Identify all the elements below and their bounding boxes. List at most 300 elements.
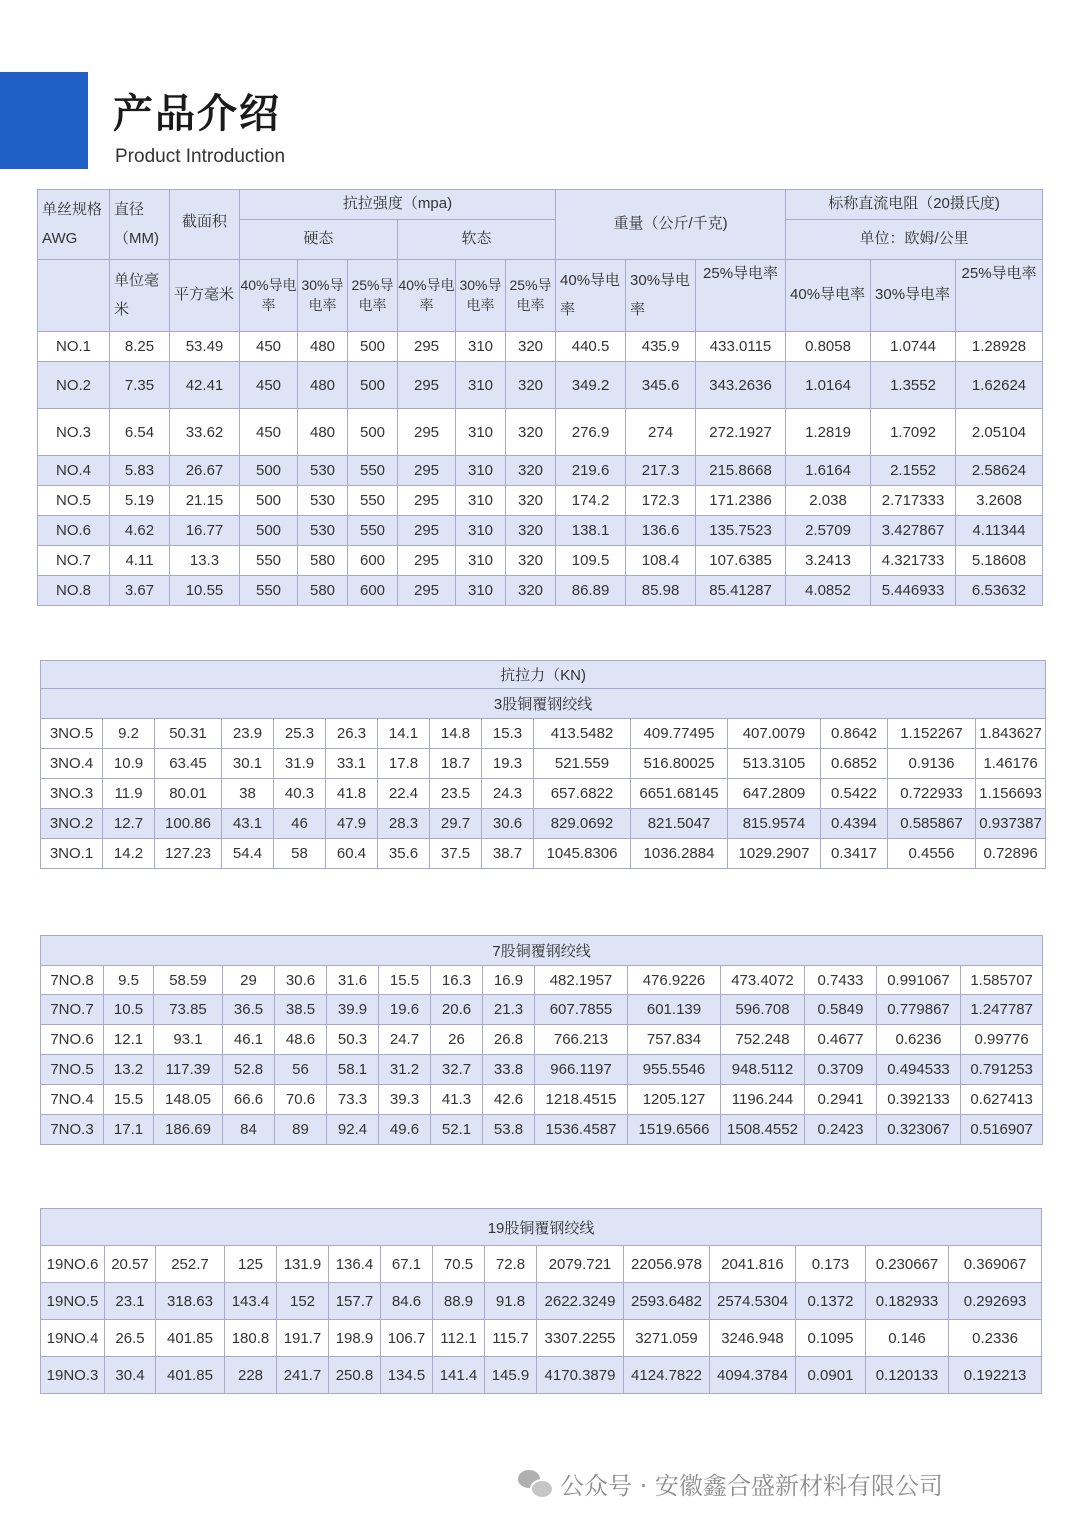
table-row (41, 1283, 1042, 1320)
table-cell: 47.9 (326, 809, 378, 839)
table-cell: 580 (298, 576, 348, 606)
table-cell: 1.3552 (871, 362, 956, 409)
table-cell: 0.182933 (866, 1283, 949, 1320)
table-cell: 480 (298, 409, 348, 456)
table-cell: 0.779867 (877, 995, 961, 1025)
table-cell: 0.99776 (961, 1025, 1043, 1055)
header-soft-25: 25%导电率 (506, 260, 556, 332)
table-cell: 9.2 (103, 719, 155, 749)
table-cell: 1218.4515 (535, 1085, 628, 1115)
header-unit-mm: 单位毫米 (110, 260, 170, 332)
table-cell: 320 (506, 409, 556, 456)
table-cell: 30.6 (482, 809, 534, 839)
table-cell: 5.18608 (956, 546, 1043, 576)
table-cell: 272.1927 (696, 409, 786, 456)
table-cell: 500 (348, 362, 398, 409)
table-cell: 0.7433 (805, 966, 877, 995)
table-cell: 22.4 (378, 779, 430, 809)
table-cell: 186.69 (154, 1115, 223, 1145)
table-cell: 407.0079 (728, 719, 821, 749)
table-cell: 1.62624 (956, 362, 1043, 409)
table-cell: 440.5 (556, 332, 626, 362)
table-cell: 0.5849 (805, 995, 877, 1025)
seven-strand-title: 7股铜覆钢绞线 (41, 936, 1043, 966)
table-cell: 0.4677 (805, 1025, 877, 1055)
seven-strand-table (40, 935, 1043, 1145)
header-weight-25: 25%导电率 (696, 260, 786, 332)
row-label-cell: 3NO.3 (41, 779, 103, 809)
row-label-cell: 7NO.6 (41, 1025, 104, 1055)
table-cell: 513.3105 (728, 749, 821, 779)
table-cell: 601.139 (628, 995, 721, 1025)
table-cell: 276.9 (556, 409, 626, 456)
table-cell: 136.4 (329, 1246, 381, 1283)
table-cell: 0.4394 (821, 809, 888, 839)
table-cell: 295 (398, 362, 456, 409)
table-cell: 58.59 (154, 966, 223, 995)
table-cell: 117.39 (154, 1055, 223, 1085)
table-cell: 46.1 (223, 1025, 275, 1055)
table-cell: 52.8 (223, 1055, 275, 1085)
table-cell: 3.67 (110, 576, 170, 606)
table-row (41, 779, 1046, 809)
table-cell: 42.6 (483, 1085, 535, 1115)
table-cell: 10.9 (103, 749, 155, 779)
table-cell: 11.9 (103, 779, 155, 809)
table-cell: 40.3 (274, 779, 326, 809)
table-cell: 219.6 (556, 456, 626, 486)
table-cell: 31.9 (274, 749, 326, 779)
table-cell: 86.89 (556, 576, 626, 606)
table-row (41, 719, 1046, 749)
nineteen-strand-rows (41, 1246, 1042, 1394)
row-label-cell: 3NO.1 (41, 839, 103, 869)
table-cell: 1.2819 (786, 409, 871, 456)
table-cell: 73.3 (327, 1085, 379, 1115)
table-cell: 13.2 (104, 1055, 154, 1085)
row-label-cell: NO.4 (38, 456, 110, 486)
table-cell: 0.4556 (888, 839, 976, 869)
table-cell: 29 (223, 966, 275, 995)
table-cell: 480 (298, 362, 348, 409)
row-label-cell: NO.7 (38, 546, 110, 576)
table-cell: 1.0164 (786, 362, 871, 409)
table-cell: 31.6 (327, 966, 379, 995)
table-cell: 43.1 (222, 809, 274, 839)
table-cell: 63.45 (155, 749, 222, 779)
table-cell: 1.7092 (871, 409, 956, 456)
watermark (518, 1466, 943, 1501)
header-area: 截面积 (170, 190, 240, 260)
table-cell: 5.19 (110, 486, 170, 516)
table-cell: 17.1 (104, 1115, 154, 1145)
table-cell: 0.3417 (821, 839, 888, 869)
table-cell: 91.8 (485, 1283, 537, 1320)
table-cell: 752.248 (721, 1025, 805, 1055)
three-strand-table (40, 660, 1046, 869)
table-row (38, 362, 1043, 409)
table-cell: 349.2 (556, 362, 626, 409)
table-cell: 1.247787 (961, 995, 1043, 1025)
table-cell: 217.3 (626, 456, 696, 486)
table-cell: 100.86 (155, 809, 222, 839)
table-cell: 0.8642 (821, 719, 888, 749)
row-label-cell: NO.8 (38, 576, 110, 606)
table-cell: 191.7 (277, 1320, 329, 1357)
table-cell: 1.585707 (961, 966, 1043, 995)
table-cell: 0.5422 (821, 779, 888, 809)
table-cell: 320 (506, 546, 556, 576)
table-cell: 3271.059 (624, 1320, 710, 1357)
table-cell: 0.9136 (888, 749, 976, 779)
table-cell: 70.5 (433, 1246, 485, 1283)
table-cell: 295 (398, 546, 456, 576)
table-cell: 3246.948 (710, 1320, 796, 1357)
table-cell: 26.8 (483, 1025, 535, 1055)
table-cell: 596.708 (721, 995, 805, 1025)
table-row (41, 749, 1046, 779)
table-cell: 38 (222, 779, 274, 809)
table-cell: 23.5 (430, 779, 482, 809)
table-cell: 401.85 (156, 1320, 225, 1357)
table-cell: 320 (506, 576, 556, 606)
table-cell: 0.120133 (866, 1357, 949, 1394)
table-cell: 84 (223, 1115, 275, 1145)
table-row (41, 1320, 1042, 1357)
table-cell: 2.1552 (871, 456, 956, 486)
table-cell: 829.0692 (534, 809, 631, 839)
table-cell: 20.6 (431, 995, 483, 1025)
table-cell: 174.2 (556, 486, 626, 516)
table-cell: 228 (225, 1357, 277, 1394)
table-cell: 134.5 (381, 1357, 433, 1394)
page-subtitle: Product Introduction (115, 146, 286, 167)
table-cell: 6651.68145 (631, 779, 728, 809)
table-cell: 0.627413 (961, 1085, 1043, 1115)
table-cell: 0.937387 (976, 809, 1046, 839)
table-cell: 550 (348, 456, 398, 486)
table-cell: 89 (275, 1115, 327, 1145)
table-cell: 766.213 (535, 1025, 628, 1055)
table-cell: 26 (431, 1025, 483, 1055)
table-cell: 500 (348, 409, 398, 456)
table-cell: 136.6 (626, 516, 696, 546)
table-cell: 600 (348, 546, 398, 576)
table-cell: 18.7 (430, 749, 482, 779)
table-cell: 401.85 (156, 1357, 225, 1394)
table-cell: 26.5 (105, 1320, 156, 1357)
table-cell: 22056.978 (624, 1246, 710, 1283)
table-cell: 109.5 (556, 546, 626, 576)
table-cell: 1.6164 (786, 456, 871, 486)
table-cell: 70.6 (275, 1085, 327, 1115)
table-cell: 50.31 (155, 719, 222, 749)
table-cell: 10.5 (104, 995, 154, 1025)
table-cell: 33.8 (483, 1055, 535, 1085)
table-cell: 4124.7822 (624, 1357, 710, 1394)
table-cell: 0.2423 (805, 1115, 877, 1145)
seven-strand-rows (41, 966, 1043, 1145)
table-cell: 450 (240, 332, 298, 362)
table-cell: 0.791253 (961, 1055, 1043, 1085)
table-cell: 0.585867 (888, 809, 976, 839)
table-cell: 295 (398, 456, 456, 486)
table-cell: 6.54 (110, 409, 170, 456)
table-cell: 0.1372 (796, 1283, 866, 1320)
table-cell: 516.80025 (631, 749, 728, 779)
table-cell: 550 (348, 516, 398, 546)
table-cell: 16.9 (483, 966, 535, 995)
table-cell: 295 (398, 409, 456, 456)
table-cell: 8.25 (110, 332, 170, 362)
table-cell: 1508.4552 (721, 1115, 805, 1145)
row-label-cell: 7NO.8 (41, 966, 104, 995)
table-row (38, 409, 1043, 456)
table-row (41, 1055, 1043, 1085)
table-cell: 35.6 (378, 839, 430, 869)
table-cell: 0.516907 (961, 1115, 1043, 1145)
table-cell: 2593.6482 (624, 1283, 710, 1320)
table-cell: 16.3 (431, 966, 483, 995)
table-cell: 1536.4587 (535, 1115, 628, 1145)
table-cell: 73.85 (154, 995, 223, 1025)
table-cell: 295 (398, 516, 456, 546)
table-cell: 500 (240, 486, 298, 516)
table-cell: 30.4 (105, 1357, 156, 1394)
table-cell: 3.2413 (786, 546, 871, 576)
watermark-text: 公众号 · 安徽鑫合盛新材料有限公司 (560, 1472, 943, 1500)
table-cell: 530 (298, 516, 348, 546)
header-awg-blank (38, 260, 110, 332)
table-cell: 0.192213 (949, 1357, 1042, 1394)
table-cell: 26.67 (170, 456, 240, 486)
table-cell: 5.446933 (871, 576, 956, 606)
table-cell: 320 (506, 486, 556, 516)
table-cell: 1.28928 (956, 332, 1043, 362)
page-title: 产品介绍 (113, 91, 281, 137)
single-wire-table (37, 189, 1043, 606)
header-weight-40: 40%导电率 (556, 260, 626, 332)
table-cell: 1.156693 (976, 779, 1046, 809)
row-label-cell: 7NO.5 (41, 1055, 104, 1085)
table-cell: 15.5 (379, 966, 431, 995)
table-cell: 152 (277, 1283, 329, 1320)
table-cell: 56 (275, 1055, 327, 1085)
table-cell: 657.6822 (534, 779, 631, 809)
table-cell: 2.58624 (956, 456, 1043, 486)
table-cell: 107.6385 (696, 546, 786, 576)
table-cell: 433.0115 (696, 332, 786, 362)
table-cell: 20.57 (105, 1246, 156, 1283)
table-cell: 1.152267 (888, 719, 976, 749)
table-cell: 310 (456, 332, 506, 362)
table-cell: 0.8058 (786, 332, 871, 362)
table-cell: 550 (348, 486, 398, 516)
table-cell: 30.6 (275, 966, 327, 995)
table-row (38, 546, 1043, 576)
table-cell: 1519.6566 (628, 1115, 721, 1145)
table-cell: 757.834 (628, 1025, 721, 1055)
table-cell: 295 (398, 332, 456, 362)
table-cell: 310 (456, 516, 506, 546)
header-diameter: 直径（MM) (110, 190, 170, 260)
table-cell: 41.3 (431, 1085, 483, 1115)
table-cell: 1.46176 (976, 749, 1046, 779)
table-cell: 21.3 (483, 995, 535, 1025)
table-cell: 482.1957 (535, 966, 628, 995)
table-cell: 37.5 (430, 839, 482, 869)
table-cell: 310 (456, 409, 506, 456)
table-cell: 172.3 (626, 486, 696, 516)
table-cell: 5.83 (110, 456, 170, 486)
table-cell: 343.2636 (696, 362, 786, 409)
table-cell: 19.3 (482, 749, 534, 779)
table-cell: 12.7 (103, 809, 155, 839)
table-cell: 310 (456, 546, 506, 576)
table-cell: 0.230667 (866, 1246, 949, 1283)
header-hard-30: 30%导电率 (298, 260, 348, 332)
table-row (41, 1115, 1043, 1145)
table-cell: 42.41 (170, 362, 240, 409)
table-cell: 815.9574 (728, 809, 821, 839)
table-cell: 0.0901 (796, 1357, 866, 1394)
table-cell: 955.5546 (628, 1055, 721, 1085)
table-cell: 0.6236 (877, 1025, 961, 1055)
table-cell: 66.6 (223, 1085, 275, 1115)
table-cell: 4.0852 (786, 576, 871, 606)
table-cell: 274 (626, 409, 696, 456)
row-label-cell: NO.6 (38, 516, 110, 546)
table-cell: 25.3 (274, 719, 326, 749)
table-cell: 58.1 (327, 1055, 379, 1085)
header-weight: 重量（公斤/千克) (556, 190, 786, 260)
header-res-30: 30%导电率 (871, 260, 956, 332)
row-label-cell: 19NO.4 (41, 1320, 105, 1357)
row-label-cell: 3NO.4 (41, 749, 103, 779)
table-cell: 2041.816 (710, 1246, 796, 1283)
table-cell: 157.7 (329, 1283, 381, 1320)
table-cell: 39.9 (327, 995, 379, 1025)
table-cell: 1045.8306 (534, 839, 631, 869)
table-cell: 53.49 (170, 332, 240, 362)
table-cell: 32.7 (431, 1055, 483, 1085)
table-cell: 30.1 (222, 749, 274, 779)
row-label-cell: NO.3 (38, 409, 110, 456)
table-cell: 530 (298, 486, 348, 516)
table-cell: 85.98 (626, 576, 696, 606)
table-cell: 106.7 (381, 1320, 433, 1357)
table-cell: 16.77 (170, 516, 240, 546)
table-cell: 14.8 (430, 719, 482, 749)
table-cell: 320 (506, 332, 556, 362)
table-cell: 1.843627 (976, 719, 1046, 749)
table-cell: 550 (240, 576, 298, 606)
table-row (41, 839, 1046, 869)
table-cell: 2574.5304 (710, 1283, 796, 1320)
table-cell: 413.5482 (534, 719, 631, 749)
table-cell: 4.11 (110, 546, 170, 576)
row-label-cell: 7NO.3 (41, 1115, 104, 1145)
table-cell: 4094.3784 (710, 1357, 796, 1394)
table-cell: 250.8 (329, 1357, 381, 1394)
table-cell: 1.0744 (871, 332, 956, 362)
table-cell: 50.3 (327, 1025, 379, 1055)
table-cell: 295 (398, 576, 456, 606)
table-cell: 28.3 (378, 809, 430, 839)
row-label-cell: 19NO.5 (41, 1283, 105, 1320)
header-hard-25: 25%导电率 (348, 260, 398, 332)
table-cell: 9.5 (104, 966, 154, 995)
table-cell: 0.494533 (877, 1055, 961, 1085)
accent-bar (0, 72, 88, 169)
table-row (41, 966, 1043, 995)
table-cell: 0.6852 (821, 749, 888, 779)
table-cell: 39.3 (379, 1085, 431, 1115)
table-cell: 108.4 (626, 546, 696, 576)
table-cell: 21.15 (170, 486, 240, 516)
table-cell: 252.7 (156, 1246, 225, 1283)
table-cell: 24.7 (379, 1025, 431, 1055)
table-cell: 138.1 (556, 516, 626, 546)
table-cell: 80.01 (155, 779, 222, 809)
table-cell: 3.427867 (871, 516, 956, 546)
wechat-icon (518, 1470, 552, 1498)
table-cell: 41.8 (326, 779, 378, 809)
table-cell: 4170.3879 (537, 1357, 624, 1394)
table-row (41, 1357, 1042, 1394)
table-cell: 600 (348, 576, 398, 606)
header-soft: 软态 (398, 220, 556, 260)
table-cell: 948.5112 (721, 1055, 805, 1085)
table-cell: 33.62 (170, 409, 240, 456)
table-cell: 31.2 (379, 1055, 431, 1085)
table-cell: 2.5709 (786, 516, 871, 546)
three-strand-title: 3股铜覆钢绞线 (41, 689, 1046, 719)
header-tensile: 抗拉强度（mpa) (240, 190, 556, 220)
table-cell: 7.35 (110, 362, 170, 409)
table-cell: 180.8 (225, 1320, 277, 1357)
table-cell: 171.2386 (696, 486, 786, 516)
table-cell: 580 (298, 546, 348, 576)
row-label-cell: NO.5 (38, 486, 110, 516)
header-resistance: 标称直流电阻（20摄氏度) (786, 190, 1043, 220)
table-cell: 29.7 (430, 809, 482, 839)
table-row (38, 576, 1043, 606)
table-cell: 93.1 (154, 1025, 223, 1055)
header-hard-40: 40%导电率 (240, 260, 298, 332)
table-cell: 500 (348, 332, 398, 362)
table-cell: 145.9 (485, 1357, 537, 1394)
table-cell: 14.2 (103, 839, 155, 869)
three-strand-rows (41, 719, 1046, 869)
table-cell: 0.72896 (976, 839, 1046, 869)
table-cell: 36.5 (223, 995, 275, 1025)
table-row (41, 809, 1046, 839)
table-cell: 821.5047 (631, 809, 728, 839)
table-cell: 550 (240, 546, 298, 576)
table-cell: 647.2809 (728, 779, 821, 809)
table-row (41, 995, 1043, 1025)
table-cell: 530 (298, 456, 348, 486)
table-cell: 0.173 (796, 1246, 866, 1283)
table-cell: 23.1 (105, 1283, 156, 1320)
single-wire-rows (38, 332, 1043, 606)
tensile-force-title: 抗拉力（KN) (41, 661, 1046, 689)
table-cell: 60.4 (326, 839, 378, 869)
row-label-cell: 7NO.7 (41, 995, 104, 1025)
table-cell: 2622.3249 (537, 1283, 624, 1320)
table-cell: 409.77495 (631, 719, 728, 749)
